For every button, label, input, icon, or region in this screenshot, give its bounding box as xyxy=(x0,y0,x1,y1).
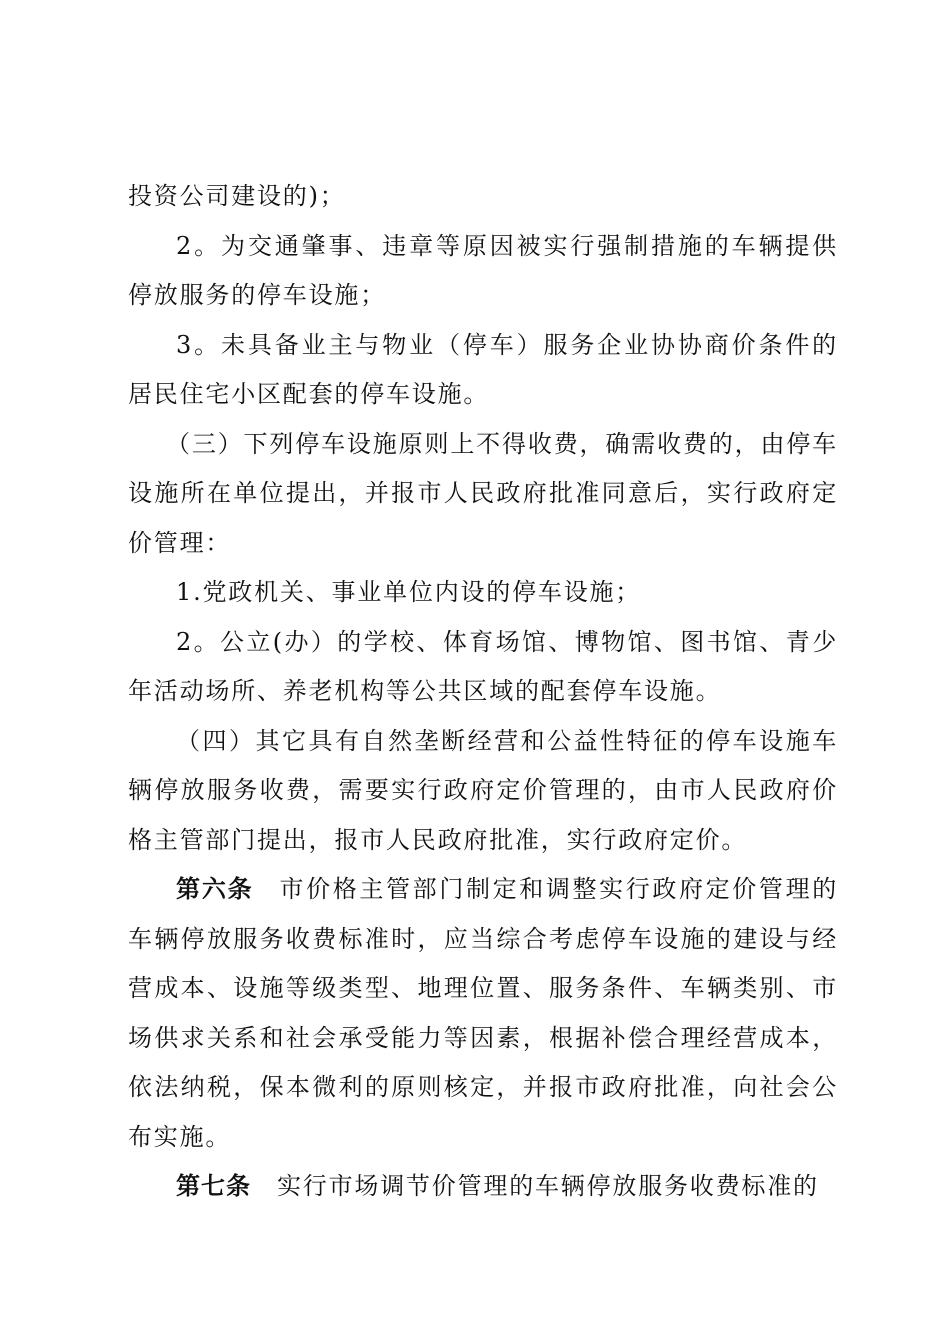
paragraph-section-3: （三）下列停车设施原则上不得收费，确需收费的，由停车设施所在单位提出，并报市人民政府批准同意后，实行政府定价管理： xyxy=(128,429,838,557)
paragraph-item-3-residential: 3。未具备业主与物业（停车）服务企业协协商价条件的居民住宅小区配套的停车设施。 xyxy=(128,330,838,408)
article-6-heading: 第六条 xyxy=(176,875,254,903)
article-7 xyxy=(128,1162,838,1212)
paragraph-item-1-government: 1.党政机关、事业单位内设的停车设施； xyxy=(176,578,642,606)
paragraph-continuation: 投资公司建设的)； xyxy=(128,182,346,210)
article-7-text: 实行市场调节价管理的车辆停放服务收费标准的 xyxy=(277,1172,819,1200)
article-6-text: 市价格主管部门制定和调整实行政府定价管理的车辆停放服务收费标准时，应当综合考虑停车设施的建设与经营成本、设施等级类型、地理位置、服务条件、车辆类别、市场供求关系和社会承受能力等因素，根据补偿合理经营成本，依法纳税，保本微利的原则核定，并报市政府批准，向社会公布实施。 xyxy=(128,875,838,1151)
paragraph-item-2-traffic: 2。为交通肇事、违章等原因被实行强制措施的车辆提供停放服务的停车设施； xyxy=(128,231,838,309)
paragraph-section-4: （四）其它具有自然垄断经营和公益性特征的停车设施车辆停放服务收费，需要实行政府定价管理的，由市人民政府价格主管部门提出，报市人民政府批准，实行政府定价。 xyxy=(128,726,838,854)
paragraph-item-2-public: 2。公立(办）的学校、体育场馆、博物馆、图书馆、青少年活动场所、养老机构等公共区域的配套停车设施。 xyxy=(128,627,838,705)
article-6 xyxy=(128,865,838,1162)
document-body xyxy=(128,172,838,1212)
article-7-heading: 第七条 xyxy=(176,1172,251,1200)
